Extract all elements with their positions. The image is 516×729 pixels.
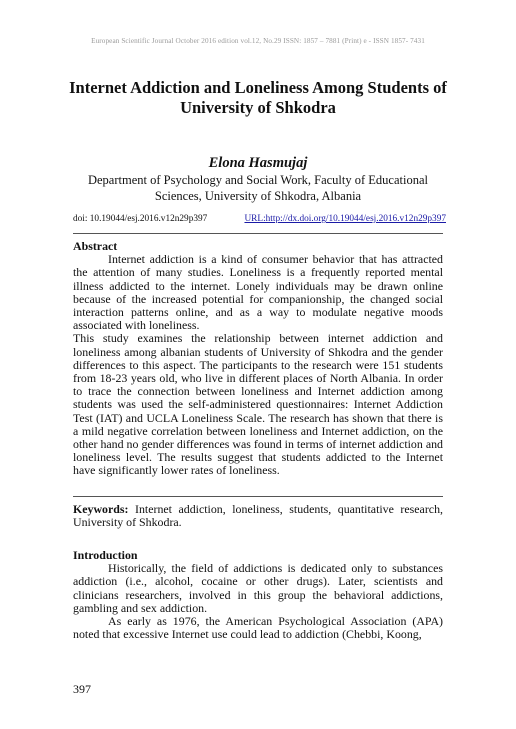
divider-top bbox=[73, 233, 443, 234]
running-header: European Scientific Journal October 2016 edition vol.12, No.29 ISSN: 1857 – 7881 (Print) e - ISSN 1857- 7431 bbox=[91, 37, 425, 45]
introduction-section bbox=[73, 549, 443, 641]
abstract-heading: Abstract bbox=[73, 239, 118, 253]
author-name: Elona Hasmujaj bbox=[208, 155, 308, 171]
doi-text: doi: 10.19044/esj.2016.v12n29p397 bbox=[73, 214, 208, 224]
abstract-paragraph-1: Internet addiction is a kind of consumer behavior that has attracted the attention of many studies. Loneliness is a frequently reported mental illness addicted to the internet. Lonely individuals may be drawn online because of the increased potential for companionship, the changed social interaction patterns online, and as a way to modulate negative moods associated with loneliness. bbox=[73, 252, 443, 333]
affiliation-line-1: Department of Psychology and Social Work, Faculty of Educational bbox=[87, 173, 428, 187]
introduction-heading: Introduction bbox=[73, 548, 138, 562]
keywords-label: Keywords: bbox=[73, 502, 129, 516]
author-affiliation bbox=[60, 173, 456, 204]
divider-bottom bbox=[73, 496, 443, 497]
abstract-section bbox=[73, 240, 443, 478]
title-line-2: University of Shkodra bbox=[180, 98, 336, 117]
abstract-paragraph-2: This study examines the relationship between internet addiction and loneliness among albanian students of University of Shkodra and the gender differences to this aspect. The participants to the research were 151 students from 18-23 years old, who live in different places of North Albania. In order to trace the connection between loneliness and Internet addiction among students was used the self-administered questionnaires: Internet Addiction Test (IAT) and UCLA Loneliness Scale. The research has shown that there is a mild negative correlation between loneliness and Internet addiction, on the other hand no gender differences was found in terms of internet addiction and loneliness level. The results suggest that students addicted to the Internet have significantly lower rates of loneliness. bbox=[73, 331, 443, 478]
title-line-1: Internet Addiction and Loneliness Among Students of bbox=[69, 78, 447, 97]
doi-url-link[interactable]: URL:http://dx.doi.org/10.19044/esj.2016.v12n29p397 bbox=[244, 214, 446, 224]
page-number: 397 bbox=[73, 682, 91, 696]
doi-line bbox=[73, 214, 446, 224]
introduction-paragraph-2: As early as 1976, the American Psychological Association (APA) noted that excessive Internet use could lead to addiction (Chebbi, Koong, bbox=[73, 614, 443, 642]
paper-title bbox=[40, 78, 476, 118]
keywords-text: Internet addiction, loneliness, students, quantitative research, University of Shkodra. bbox=[73, 502, 443, 530]
keywords-section bbox=[73, 503, 443, 529]
introduction-paragraph-1: Historically, the field of addictions is dedicated only to substances addiction (i.e., alcohol, cocaine or other drugs). Later, scientists and clinicians researchers, involved in this group the behavioral addictions, gambling and sex addiction. bbox=[73, 561, 443, 615]
affiliation-line-2: Sciences, University of Shkodra, Albania bbox=[154, 188, 362, 203]
